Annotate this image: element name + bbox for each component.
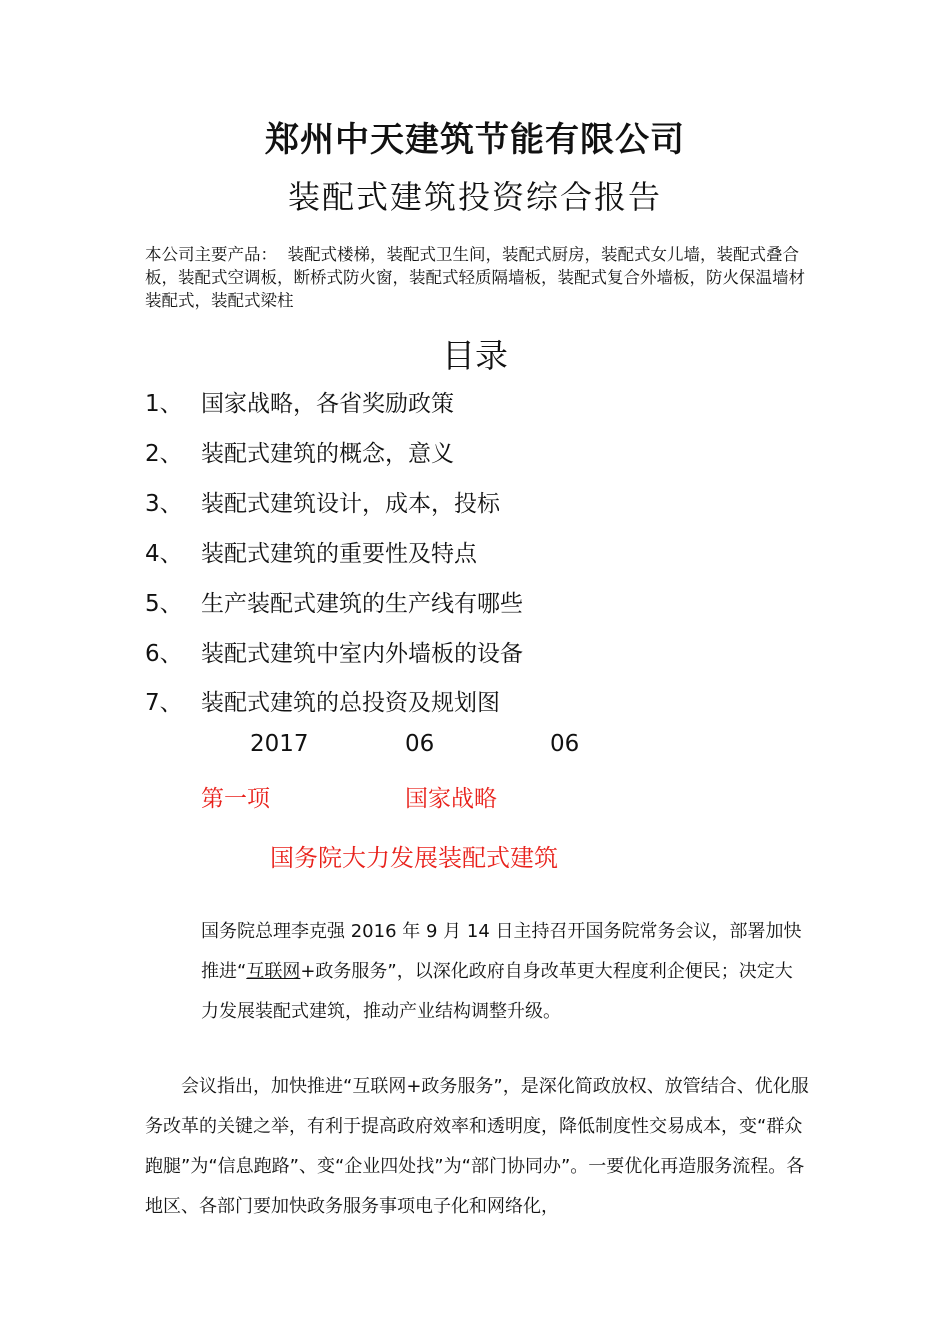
- intro-underlined-term: 互联网: [246, 961, 301, 982]
- toc-item-number: 4、: [145, 541, 183, 567]
- date-year: 2017: [250, 731, 309, 757]
- toc-item-number: 2、: [145, 441, 183, 467]
- intro-paragraph: [201, 912, 806, 1032]
- toc-item: [145, 485, 500, 518]
- products-text: 装配式楼梯，装配式卫生间，装配式厨房，装配式女儿墙，装配式叠合板，装配式空调板，断桥式防火窗，装配式轻质隔墙板，装配式复合外墙板，防火保温墙材装配式，装配式梁柱: [145, 245, 805, 310]
- section-title: 国家战略: [405, 786, 497, 812]
- toc-item-number: 7、: [145, 690, 183, 716]
- toc-item: [145, 435, 454, 468]
- toc-item: [145, 635, 523, 668]
- date-month: 06: [405, 731, 435, 757]
- toc-item: [145, 385, 454, 418]
- toc-item-label: 生产装配式建筑的生产线有哪些: [201, 591, 523, 617]
- toc-item: [145, 684, 500, 717]
- toc-item-number: 5、: [145, 591, 183, 617]
- toc-item-label: 装配式建筑中室内外墙板的设备: [201, 641, 523, 667]
- toc-item-label: 装配式建筑设计，成本，投标: [201, 491, 500, 517]
- section-number: 第一项: [201, 786, 270, 812]
- toc-item-number: 3、: [145, 491, 183, 517]
- toc-item-label: 装配式建筑的概念，意义: [201, 441, 454, 467]
- toc-item: [145, 535, 477, 568]
- report-title: 装配式建筑投资综合报告: [287, 178, 662, 216]
- date-day: 06: [550, 731, 580, 757]
- toc-item-label: 装配式建筑的总投资及规划图: [201, 690, 500, 716]
- toc-item-label: 国家战略，各省奖励政策: [201, 391, 454, 417]
- intro-text-before: 国务院总理李克强 2016 年 9 月 14 日主持召开国务院常务会议，部署加快推进“: [201, 921, 802, 982]
- toc-item-label: 装配式建筑的重要性及特点: [201, 541, 477, 567]
- products-paragraph: [145, 243, 805, 312]
- products-label: 本公司主要产品：: [145, 245, 277, 264]
- toc-item-number: 1、: [145, 391, 183, 417]
- toc-item-number: 6、: [145, 641, 183, 667]
- company-name: 郑州中天建筑节能有限公司: [265, 120, 685, 160]
- section-heading: 国务院大力发展装配式建筑: [270, 844, 558, 872]
- meeting-paragraph: 会议指出，加快推进“互联网+政务服务”，是深化简政放权、放管结合、优化服务改革的关键之举，有利于提高政府效率和透明度，降低制度性交易成本，变“群众跑腿”为“信息跑路”、变“企业四处找”为“部门协同办”。一要优化再造服务流程。各地区、各部门要加快政务服务事项电子化和网络化，: [145, 1076, 809, 1217]
- toc-title: 目录: [442, 336, 508, 375]
- toc-item: [145, 585, 523, 618]
- intro-text-after: +政务服务”，以深化政府自身改革更大程度利企便民；决定大力发展装配式建筑，推动产业结构调整升级。: [201, 961, 793, 1022]
